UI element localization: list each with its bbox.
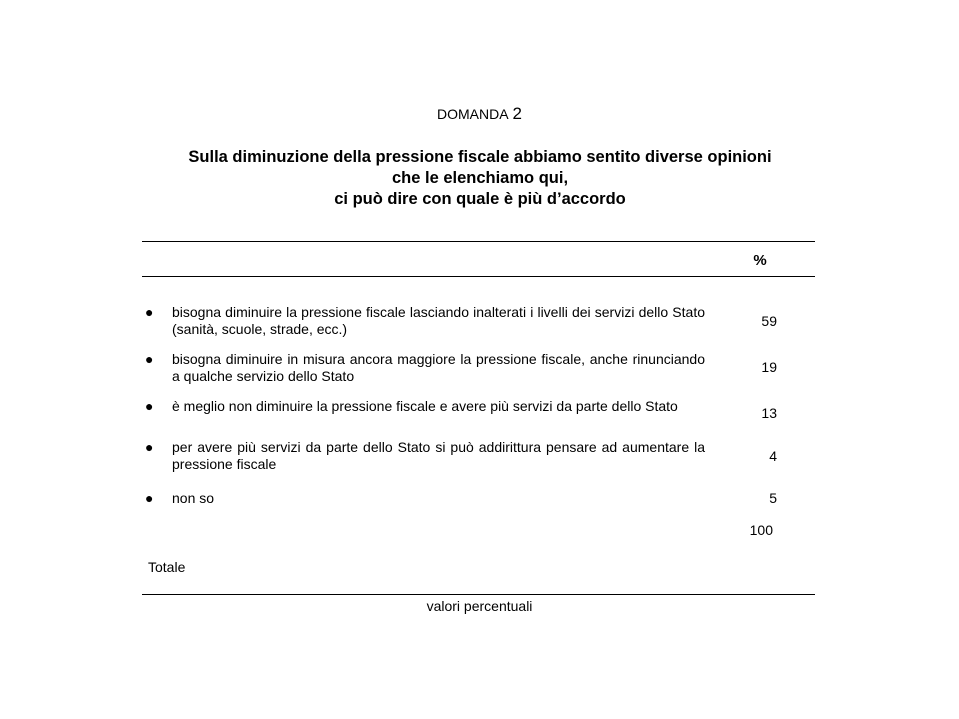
total-value: 100 (749, 522, 773, 538)
bullet-icon: ● (145, 304, 154, 320)
question-line-2: che le elenchiamo qui, (391, 169, 569, 187)
question-text (100, 147, 860, 210)
footnote: valori percentuali (426, 598, 533, 614)
table-header-rule (142, 276, 815, 277)
row-value: 5 (769, 490, 777, 506)
row-text: bisogna diminuire la pressione fiscale lasciando inalterati i livelli dei servizi dello Stato (sanità, scuole, strade, ecc.) (172, 304, 705, 337)
row-text: non so (172, 490, 215, 506)
percent-column-header: % (753, 252, 767, 269)
total-label: Totale (148, 559, 186, 575)
table-bottom-rule (142, 594, 815, 595)
row-value: 4 (769, 448, 777, 464)
question-heading-label: DOMANDA (436, 106, 509, 122)
bullet-icon: ● (145, 490, 154, 506)
bullet-icon: ● (145, 351, 154, 367)
question-line-1: Sulla diminuzione della pressione fiscale abbiamo sentito diverse opinioni (188, 148, 772, 166)
question-number: 2 (512, 104, 523, 123)
row-text: è meglio non diminuire la pressione fiscale e avere più servizi da parte dello Stato (172, 398, 678, 414)
bullet-icon: ● (145, 439, 154, 455)
bullet-icon: ● (145, 398, 154, 414)
row-text: bisogna diminuire in misura ancora maggiore la pressione fiscale, anche rinunciando a qualche servizio dello Stato (172, 351, 705, 384)
table-top-rule (142, 241, 815, 242)
row-value: 59 (761, 313, 777, 329)
row-value: 13 (761, 405, 777, 421)
row-value: 19 (761, 359, 777, 375)
question-line-3: ci può dire con quale è più d’accordo (334, 190, 626, 208)
row-text: per avere più servizi da parte dello Stato si può addirittura pensare ad aumentare la pressione fiscale (172, 439, 705, 472)
question-heading (0, 104, 959, 124)
